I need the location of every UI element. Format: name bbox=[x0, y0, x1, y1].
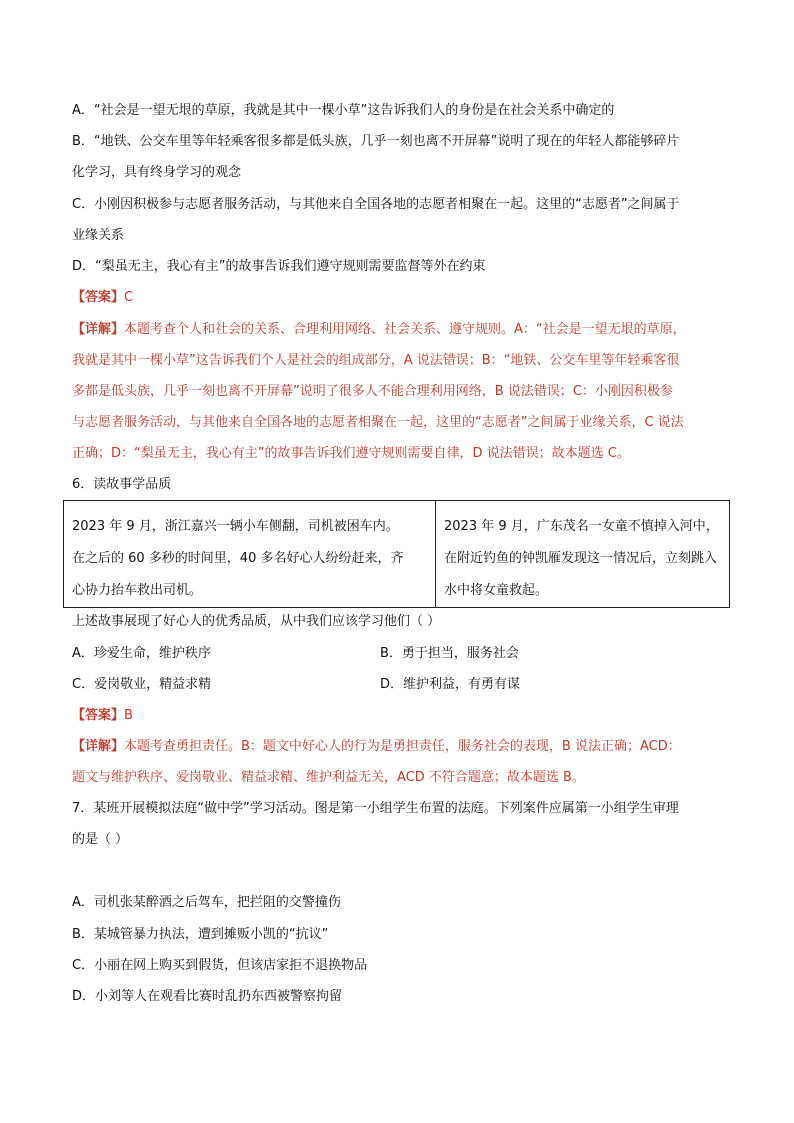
q5-detail-line4: 与志愿者服务活动，与其他来自全国各地的志愿者相聚在一起，这里的“志愿者”之间属于业缘关系，C 说法 bbox=[72, 415, 684, 430]
q7-option-c: C．小丽在网上购买到假货，但该店家拒不退换物品 bbox=[72, 958, 368, 973]
q7-option-b: B．某城管暴力执法，遭到摊贩小凯的“抗议” bbox=[72, 927, 329, 942]
q7-stem-line2: 的是（ ） bbox=[72, 832, 129, 847]
answer-value: B bbox=[124, 708, 133, 723]
story-left-line: 在之后的 60 多秒的时间里，40 多名好心人纷纷赶来，齐 bbox=[72, 551, 404, 566]
story-right-line: 在附近钓鱼的钟凯雁发现这一情况后，立刻跳入 bbox=[444, 551, 718, 566]
q5-option-c-line2: 业缘关系 bbox=[72, 228, 125, 243]
q6-detail-line2: 题文与维护秩序、爱岗敬业、精益求精、维护利益无关，ACD 不符合题意；故本题选 B。 bbox=[72, 770, 585, 785]
story-right-cell bbox=[436, 501, 730, 608]
q5-option-c-line1: C．小刚因积极参与志愿者服务活动，与其他来自全国各地的志愿者相聚在一起。这里的“志愿者”之间属于 bbox=[72, 197, 680, 212]
q5-option-b-line2: 化学习，具有终身学习的观念 bbox=[72, 165, 242, 180]
q5-detail-line5: 正确；D：“梨虽无主，我心有主”的故事告诉我们遵守规则需要自律，D 说法错误；故本题选 C。 bbox=[72, 446, 630, 461]
story-table bbox=[63, 500, 730, 608]
q6-stem: 6．读故事学品质 bbox=[72, 477, 172, 492]
q6-question: 上述故事展现了好心人的优秀品质，从中我们应该学习他们（ ） bbox=[72, 614, 441, 629]
q5-detail-line1 bbox=[72, 320, 686, 340]
answer-value: C bbox=[124, 290, 134, 305]
q6-option-b: B．勇于担当，服务社会 bbox=[380, 646, 519, 661]
detail-text: 本题考查个人和社会的关系、合理利用网络、社会关系、遵守规则。A：“社会是一望无垠的草原， bbox=[124, 322, 686, 337]
answer-tag: 【答案】 bbox=[72, 708, 125, 723]
q6-detail-line1 bbox=[72, 737, 681, 757]
q6-option-c: C．爱岗敬业，精益求精 bbox=[72, 677, 212, 692]
story-left-cell bbox=[64, 501, 436, 608]
answer-tag: 【答案】 bbox=[72, 290, 125, 305]
q5-option-a: A．“社会是一望无垠的草原，我就是其中一棵小草”这告诉我们人的身份是在社会关系中确定的 bbox=[72, 103, 615, 118]
q6-answer bbox=[72, 706, 133, 726]
q7-option-d: D．小刘等人在观看比赛时乱扔东西被警察拘留 bbox=[72, 989, 343, 1004]
q5-detail-line2: 我就是其中一棵小草”这告诉我们个人是社会的组成部分，A 说法错误；B：“地铁、公交车里等年轻乘客很 bbox=[72, 353, 680, 368]
q5-option-d: D．“梨虽无主，我心有主”的故事告诉我们遵守规则需要监督等外在约束 bbox=[72, 259, 486, 274]
detail-text: 本题考查勇担责任。B：题文中好心人的行为是勇担责任，服务社会的表现，B 说法正确；ACD： bbox=[124, 739, 681, 754]
q5-answer bbox=[72, 288, 133, 308]
story-left-line: 心协力抬车救出司机。 bbox=[72, 583, 203, 598]
q7-stem-line1: 7．某班开展模拟法庭“做中学”学习活动。图是第一小组学生布置的法庭。下列案件应属第一小组学生审理 bbox=[72, 801, 679, 816]
q5-detail-line3: 多都是低头族，几乎一刻也离不开屏幕”说明了很多人不能合理利用网络，B 说法错误；C：小刚因积极参 bbox=[72, 384, 673, 399]
q5-option-b-line1: B．“地铁、公交车里等年轻乘客很多都是低头族，几乎一刻也离不开屏幕”说明了现在的年轻人都能够碎片 bbox=[72, 134, 680, 149]
q6-option-a: A．珍爱生命，维护秩序 bbox=[72, 646, 211, 661]
detail-tag: 【详解】 bbox=[72, 322, 125, 337]
q7-option-a: A．司机张某醉酒之后驾车，把拦阻的交警撞伤 bbox=[72, 895, 341, 910]
story-left-line: 2023 年 9 月，浙江嘉兴一辆小车侧翻，司机被困车内。 bbox=[72, 519, 399, 534]
story-right-line: 2023 年 9 月，广东茂名一女童不慎掉入河中， bbox=[444, 519, 719, 534]
story-right-line: 水中将女童救起。 bbox=[444, 583, 549, 598]
q6-option-d: D．维护利益，有勇有谋 bbox=[380, 677, 521, 692]
detail-tag: 【详解】 bbox=[72, 739, 125, 754]
